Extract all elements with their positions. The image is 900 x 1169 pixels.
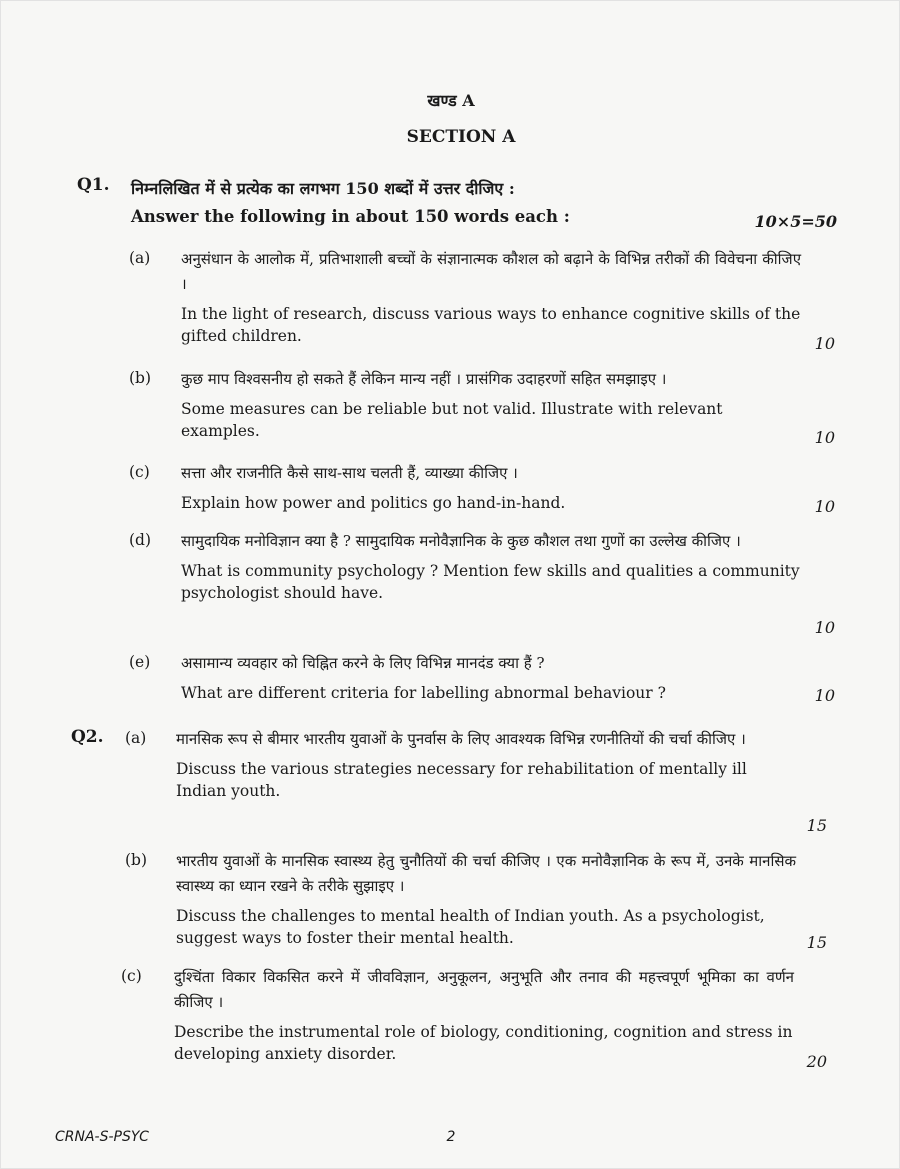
q1e-marks: 10: [814, 686, 835, 705]
q2b-item: [176, 849, 796, 949]
q1c-marks: 10: [814, 497, 835, 516]
q1e-item: [181, 651, 801, 704]
q1b-english: Some measures can be reliable but not valid. Illustrate with relevant examples.: [181, 400, 723, 440]
q1b-item: [181, 367, 801, 442]
q2a-english: Discuss the various strategies necessary for rehabilitation of mentally ill Indian youth.: [176, 760, 747, 800]
q2c-hindi: दुश्चिंता विकार विकसित करने में जीवविज्ञान, अनुकूलन, अनुभूति और तनाव की महत्त्वपूर्ण भूमिका का वर्णन कीजिए ।: [174, 968, 794, 1011]
q1a-hindi: अनुसंधान के आलोक में, प्रतिभाशाली बच्चों के संज्ञानात्मक कौशल को बढ़ाने के विभिन्न तरीकों की विवेचना कीजिए ।: [181, 250, 801, 293]
q1e-hindi: असामान्य व्यवहार को चिह्नित करने के लिए विभिन्न मानदंड क्या हैं ?: [181, 654, 545, 672]
q1a-item: [181, 247, 801, 347]
q1d-label: (d): [129, 531, 152, 549]
q1e-english: What are different criteria for labelling abnormal behaviour ?: [181, 684, 666, 702]
question-number-q1: Q1.: [77, 175, 110, 195]
q1c-english: Explain how power and politics go hand-in-hand.: [181, 494, 566, 512]
q1a-marks: 10: [814, 334, 835, 353]
q2a-item: [176, 727, 796, 802]
q1c-item: [181, 461, 801, 514]
q2a-marks: 15: [806, 816, 827, 835]
q1b-label: (b): [129, 369, 152, 387]
q1c-label: (c): [129, 463, 150, 481]
q1d-marks: 10: [814, 618, 835, 637]
q1-instruction-english: Answer the following in about 150 words each :: [131, 207, 570, 226]
q2c-english: Describe the instrumental role of biology, conditioning, cognition and stress in developing anxiety disorder.: [174, 1023, 793, 1063]
q1d-item: [181, 529, 801, 604]
q2a-hindi: मानसिक रूप से बीमार भारतीय युवाओं के पुनर्वास के लिए आवश्यक विभिन्न रणनीतियों की चर्चा कीजिए ।: [176, 730, 746, 748]
section-title-hindi: खण्ड A: [427, 91, 475, 110]
q1a-label: (a): [129, 249, 151, 267]
q1-total-marks: 10×5=50: [754, 212, 837, 231]
q1e-label: (e): [129, 653, 151, 671]
q1d-hindi: सामुदायिक मनोविज्ञान क्या है ? सामुदायिक मनोवैज्ञानिक के कुछ कौशल तथा गुणों का उल्लेख कीजिए ।: [181, 532, 741, 550]
q1c-hindi: सत्ता और राजनीति कैसे साथ-साथ चलती हैं, व्याख्या कीजिए ।: [181, 464, 518, 482]
q1b-marks: 10: [814, 428, 835, 447]
q1-instruction-hindi: निम्नलिखित में से प्रत्येक का लगभग 150 शब्दों में उत्तर दीजिए :: [131, 179, 515, 198]
section-title-english: SECTION A: [406, 127, 516, 147]
q1a-english: In the light of research, discuss various ways to enhance cognitive skills of the gifted children.: [181, 305, 801, 345]
q1d-english: What is community psychology ? Mention few skills and qualities a community psychologist should have.: [181, 562, 800, 602]
question-number-q2: Q2.: [71, 727, 104, 747]
q1b-hindi: कुछ माप विश्वसनीय हो सकते हैं लेकिन मान्य नहीं । प्रासंगिक उदाहरणों सहित समझाइए ।: [181, 370, 667, 388]
q2a-label: (a): [125, 729, 147, 747]
q2b-english: Discuss the challenges to mental health of Indian youth. As a psychologist, suggest ways to foster their mental health.: [176, 907, 765, 947]
q2b-label: (b): [125, 851, 148, 869]
q2b-marks: 15: [806, 933, 827, 952]
q2c-item: [174, 965, 794, 1065]
q2b-hindi: भारतीय युवाओं के मानसिक स्वास्थ्य हेतु चुनौतियों की चर्चा कीजिए । एक मनोवैज्ञानिक के रूप में, उनके मानसिक स्वास्थ्य का ध्यान रखने के तरीके सुझाइए ।: [176, 852, 796, 895]
q2c-marks: 20: [806, 1052, 827, 1071]
paper-code: CRNA-S-PSYC: [55, 1129, 149, 1145]
page-number: 2: [446, 1129, 456, 1145]
q2c-label: (c): [121, 967, 142, 985]
